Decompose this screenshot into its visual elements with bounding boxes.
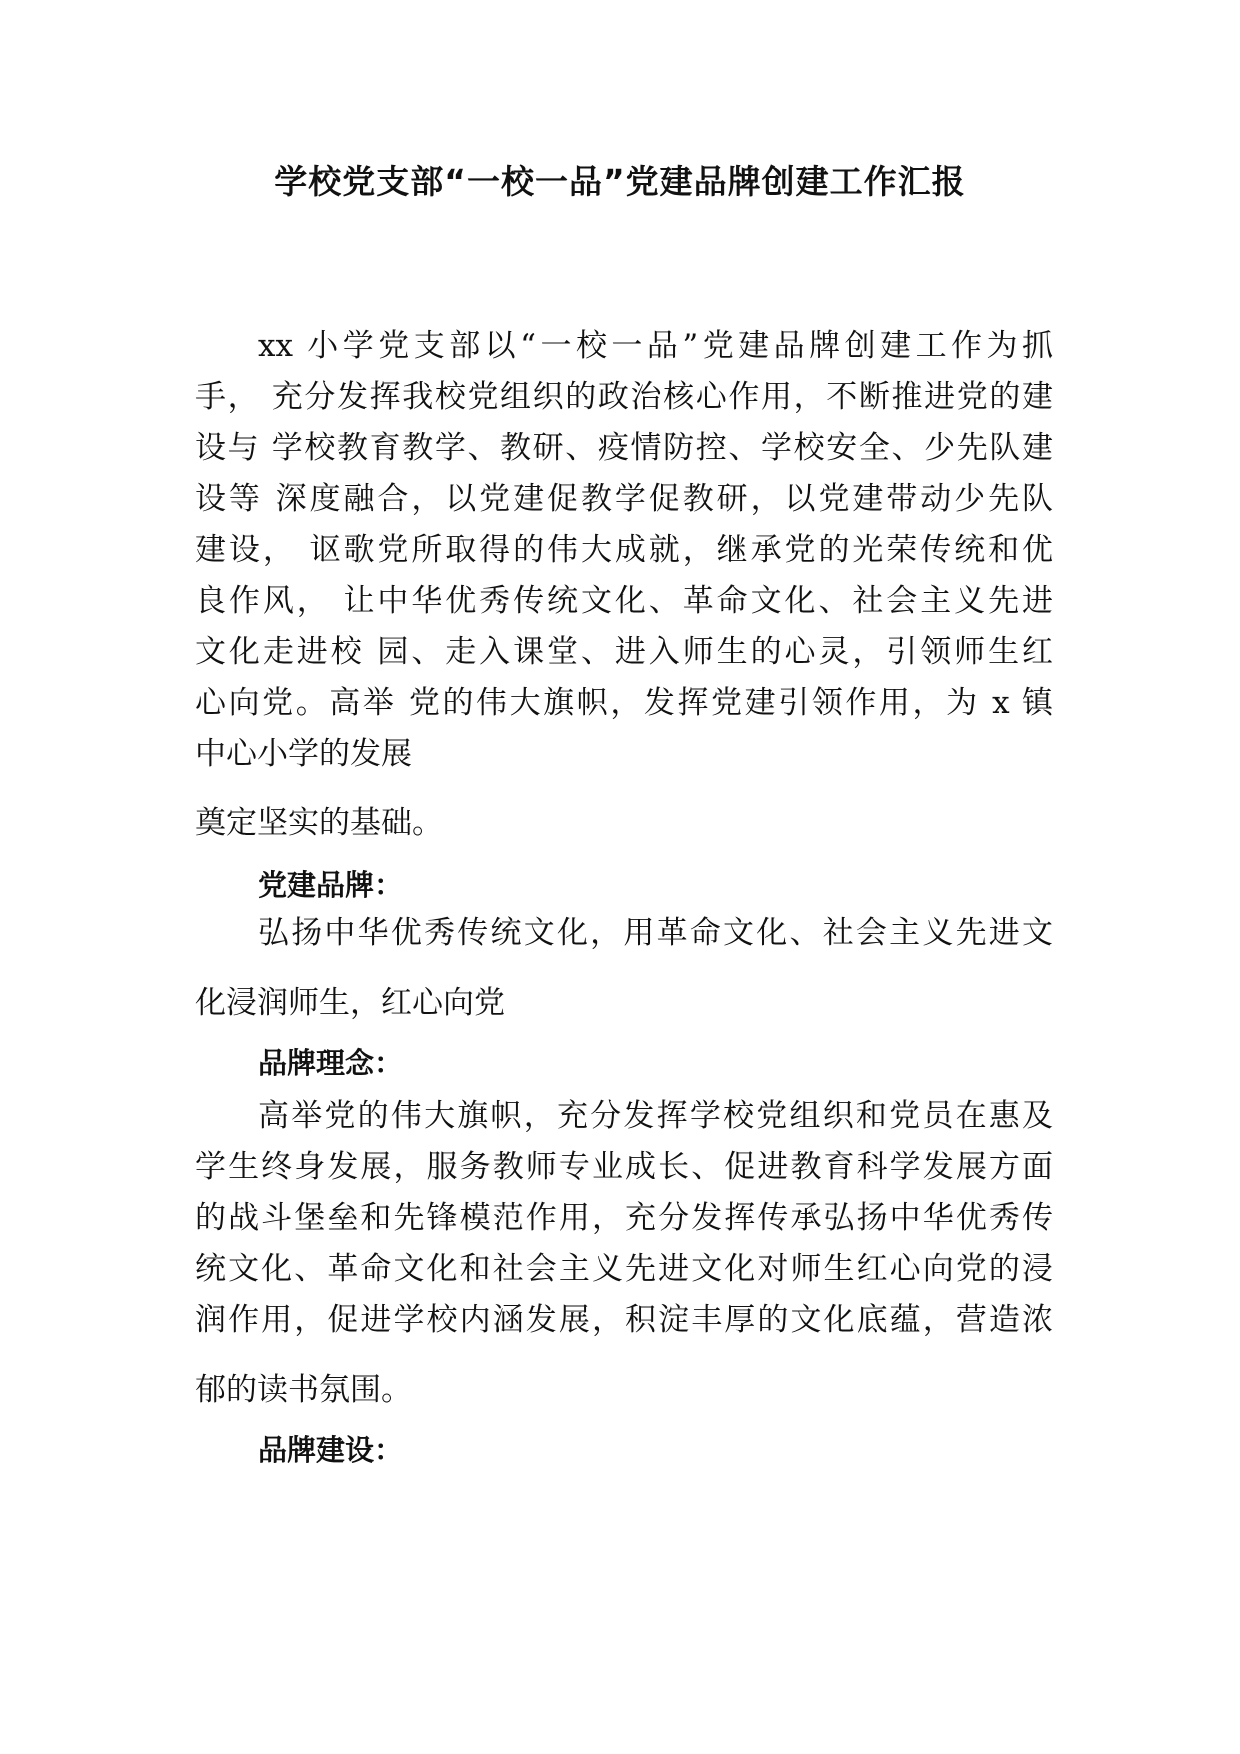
section-heading-construction: 品牌建设：: [258, 1433, 404, 1467]
intro-line-9: 中心小学的发展: [195, 736, 412, 772]
section-heading-concept: 品牌理念：: [258, 1046, 404, 1080]
concept-line-3: 的战斗堡垒和先锋模范作用，充分发挥传承弘扬中华优秀传: [195, 1200, 1053, 1236]
intro-line-8: 心向党。高举 党的伟大旗帜，发挥党建引领作用，为 x 镇: [195, 685, 1053, 721]
intro-line-6: 良作风， 让中华优秀传统文化、革命文化、社会主义先进: [195, 583, 1053, 619]
intro-line-10: 奠定坚实的基础。: [195, 805, 443, 841]
intro-line-7: 文化走进校 园、走入课堂、进入师生的心灵，引领师生红: [195, 634, 1053, 670]
intro-line-2: 手， 充分发挥我校党组织的政治核心作用，不断推进党的建: [195, 379, 1053, 415]
brand-line-1: 弘扬中华优秀传统文化，用革命文化、社会主义先进文: [258, 915, 1053, 951]
section-heading-brand: 党建品牌：: [258, 868, 404, 902]
intro-line-5: 建设， 讴歌党所取得的伟大成就，继承党的光荣传统和优: [195, 532, 1053, 568]
intro-line-3: 设与 学校教育教学、教研、疫情防控、学校安全、少先队建: [195, 430, 1053, 466]
concept-line-5: 润作用，促进学校内涵发展，积淀丰厚的文化底蕴，营造浓: [195, 1302, 1053, 1338]
concept-line-2: 学生终身发展，服务教师专业成长、促进教育科学发展方面: [195, 1149, 1053, 1185]
intro-line-4: 设等 深度融合，以党建促教学促教研，以党建带动少先队: [195, 481, 1053, 517]
brand-line-2: 化浸润师生，红心向党: [195, 985, 505, 1021]
document-title: 学校党支部“一校一品”党建品牌创建工作汇报: [274, 162, 966, 201]
concept-line-4: 统文化、革命文化和社会主义先进文化对师生红心向党的浸: [195, 1251, 1053, 1287]
intro-line-1: xx 小学党支部以“一校一品”党建品牌创建工作为抓: [258, 328, 1053, 364]
concept-line-6: 郁的读书氛围。: [195, 1372, 412, 1408]
concept-line-1: 高举党的伟大旗帜，充分发挥学校党组织和党员在惠及: [258, 1098, 1053, 1134]
